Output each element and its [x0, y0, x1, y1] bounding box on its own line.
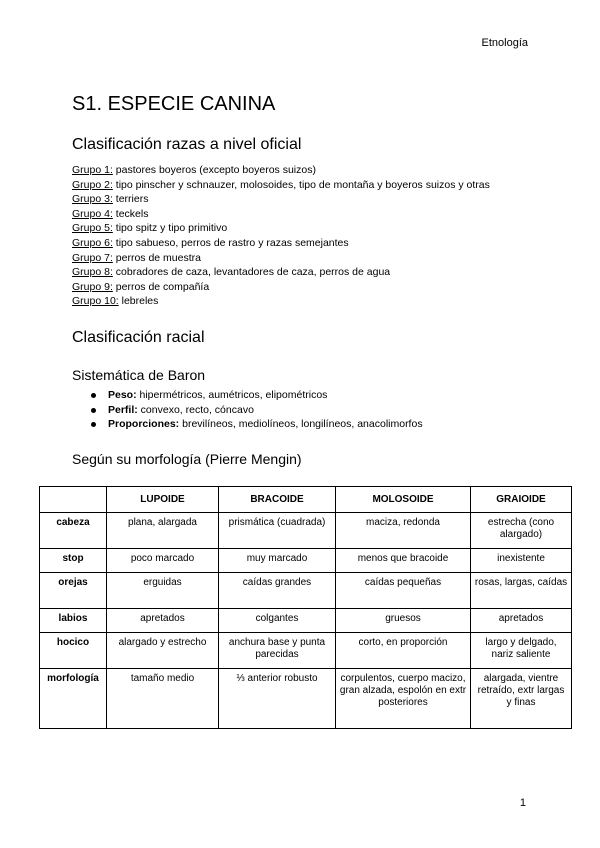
- list-item: [72, 192, 490, 207]
- group-label: Grupo 5:: [72, 222, 113, 235]
- table-cell: corto, en proporción: [336, 633, 471, 669]
- table-cell: gruesos: [336, 609, 471, 633]
- table-row: [40, 549, 572, 573]
- page-title: S1. ESPECIE CANINA: [72, 93, 276, 115]
- table-cell: muy marcado: [219, 549, 336, 573]
- group-text: perros de compañía: [112, 280, 210, 293]
- subheading-baron: Sistemática de Baron: [72, 367, 206, 383]
- list-item: [72, 294, 490, 309]
- column-header: LUPOIDE: [107, 487, 219, 513]
- group-label: Grupo 10:: [72, 295, 119, 308]
- group-text: teckels: [112, 207, 149, 220]
- column-header: MOLOSOIDE: [336, 487, 471, 513]
- group-text: pastores boyeros (excepto boyeros suizos): [112, 164, 316, 176]
- table-row: [40, 573, 572, 609]
- item-label: Perfil:: [108, 403, 138, 416]
- row-header: stop: [40, 549, 107, 573]
- groups-list: [72, 163, 490, 309]
- row-header: orejas: [40, 573, 107, 609]
- group-text: cobradores de caza, levantadores de caza, perros de agua: [112, 266, 391, 279]
- group-label: Grupo 6:: [72, 236, 113, 249]
- subheading-morphology: Según su morfología (Pierre Mengin): [72, 451, 302, 467]
- table-row: [40, 669, 572, 729]
- list-item: [72, 251, 490, 266]
- group-label: Grupo 9:: [72, 280, 113, 293]
- list-item: [72, 207, 490, 222]
- table-cell: prismática (cuadrada): [219, 513, 336, 549]
- group-text: tipo spitz y tipo primitivo: [112, 222, 228, 235]
- group-label: Grupo 1:: [72, 164, 113, 176]
- table-row: [40, 513, 572, 549]
- item-text: convexo, recto, cóncavo: [137, 403, 254, 416]
- baron-list: [72, 388, 423, 432]
- table-cell: inexistente: [471, 549, 572, 573]
- bullet-icon: [91, 393, 96, 398]
- table-cell: tamaño medio: [107, 669, 219, 729]
- table-cell: anchura base y punta parecidas: [219, 633, 336, 669]
- row-header: cabeza: [40, 513, 107, 549]
- row-header: morfología: [40, 669, 107, 729]
- list-item: [72, 265, 490, 280]
- section-heading-official: Clasificación razas a nivel oficial: [72, 136, 302, 153]
- table-header-row: [40, 487, 572, 513]
- bullet-icon: [91, 408, 96, 413]
- group-text: tipo pinscher y schnauzer, molosoides, tipo de montaña y boyeros suizos y otras: [112, 178, 490, 191]
- table-cell: caídas grandes: [219, 573, 336, 609]
- column-header: [40, 487, 107, 513]
- table-cell: corpulentos, cuerpo macizo, gran alzada, espolón en extr posteriores: [336, 669, 471, 729]
- item-label: Proporciones:: [108, 418, 180, 431]
- table-cell: plana, alargada: [107, 513, 219, 549]
- list-item: [72, 388, 423, 403]
- table-cell: estrecha (cono alargado): [471, 513, 572, 549]
- item-text: brevilíneos, mediolíneos, longilíneos, anacolimorfos: [179, 418, 423, 431]
- table-cell: alargada, vientre retraído, extr largas y finas: [471, 669, 572, 729]
- group-label: Grupo 7:: [72, 251, 113, 264]
- table-cell: colgantes: [219, 609, 336, 633]
- page-number: 1: [519, 797, 526, 809]
- bullet-icon: [91, 422, 96, 427]
- list-item: [72, 163, 490, 178]
- morphology-table: [39, 486, 572, 729]
- table-cell: poco marcado: [107, 549, 219, 573]
- list-item: [72, 178, 490, 193]
- group-text: perros de muestra: [112, 251, 201, 264]
- table-row: [40, 633, 572, 669]
- table-cell: apretados: [471, 609, 572, 633]
- list-item: [72, 221, 490, 236]
- item-text: hipermétricos, aumétricos, elipométricos: [136, 389, 328, 401]
- table-cell: maciza, redonda: [336, 513, 471, 549]
- group-text: terriers: [112, 193, 149, 206]
- table-cell: ⅓ anterior robusto: [219, 669, 336, 729]
- list-item: [72, 417, 423, 432]
- table-cell: apretados: [107, 609, 219, 633]
- item-label: Peso:: [108, 389, 137, 401]
- group-label: Grupo 3:: [72, 193, 113, 206]
- group-text: tipo sabueso, perros de rastro y razas semejantes: [112, 236, 349, 249]
- row-header: hocico: [40, 633, 107, 669]
- column-header: GRAIOIDE: [471, 487, 572, 513]
- row-header: labios: [40, 609, 107, 633]
- table-row: [40, 609, 572, 633]
- group-label: Grupo 4:: [72, 207, 113, 220]
- table-cell: erguidas: [107, 573, 219, 609]
- column-header: BRACOIDE: [219, 487, 336, 513]
- section-heading-racial: Clasificación racial: [72, 329, 205, 346]
- table-cell: alargado y estrecho: [107, 633, 219, 669]
- document-header: Etnología: [481, 37, 528, 49]
- table-cell: menos que bracoide: [336, 549, 471, 573]
- group-text: lebreles: [118, 295, 159, 308]
- table-cell: caídas pequeñas: [336, 573, 471, 609]
- list-item: [72, 236, 490, 251]
- group-label: Grupo 2:: [72, 178, 113, 191]
- list-item: [72, 280, 490, 295]
- table-cell: rosas, largas, caídas: [471, 573, 572, 609]
- table-cell: largo y delgado, nariz saliente: [471, 633, 572, 669]
- group-label: Grupo 8:: [72, 266, 113, 279]
- list-item: [72, 403, 423, 418]
